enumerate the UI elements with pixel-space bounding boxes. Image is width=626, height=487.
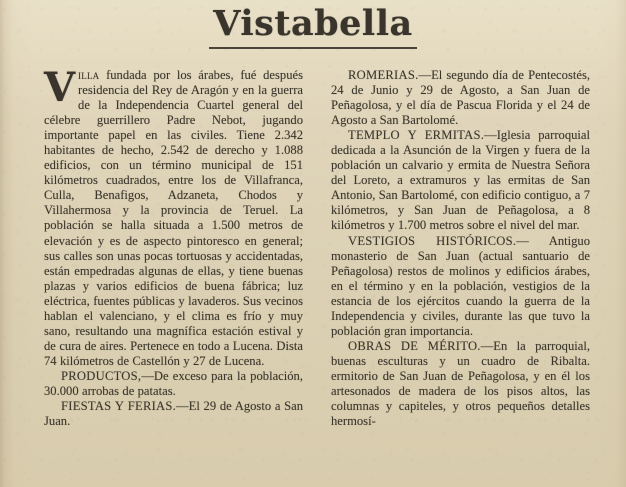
section-body: En la parroquial, buenas esculturas y un cuadro de Ribalta. ermitorio de San Juan de Peñagolosa, y en él los artesonados de madera de los pisos altos, las columnas y capiteles, y otros pequeños detalles hermosí-	[331, 338, 590, 429]
section-dash: —	[484, 128, 497, 143]
section-body: Iglesia parroquial dedicada a la Asunción de la Virgen y fuera de la población un calvario y ermita de Nuestra Señora del Loreto, a extramuros y las ermitas de San Antonio, San Bartolomé, con edificio contiguo, a 7 kilómetros, y San Juan de Peñagolosa, a 8 kilómetros y 1.700 metros sobre el nivel del mar.	[331, 128, 590, 233]
section-dash: —	[516, 233, 549, 248]
section-dash: —	[418, 68, 432, 82]
section-heading: TEMPLO Y ERMITAS.	[348, 128, 485, 143]
section-body: Antiguo monasterio de San Juan (actual santuario de Peñagolosa) restos de molinos y edificios árabes, en el término y en la población, vestigios de la estancia de los ejércitos cuando la guerra de la Independencia y civiles, durante las que tuvo la población gran importancia.	[331, 233, 590, 338]
section-obras-de-merito	[331, 339, 590, 429]
section-dash: —	[141, 368, 154, 383]
opening-paragraph	[44, 64, 303, 369]
drop-cap-smallcaps: illa	[78, 68, 100, 82]
right-column	[331, 68, 590, 480]
section-romerias	[331, 68, 590, 128]
section-heading: ROMERIAS.	[348, 68, 419, 82]
section-heading: VESTIGIOS HISTÓRICOS.	[348, 233, 517, 248]
section-body: De exceso para la población, 30.000 arrobas de patatas.	[44, 368, 303, 398]
page-title: Vistabella	[209, 4, 416, 49]
section-templo-y-ermitas	[331, 128, 590, 233]
section-heading: OBRAS DE MÉRITO.	[348, 338, 481, 353]
section-dash: —	[480, 338, 494, 353]
section-dash: —	[176, 399, 189, 414]
section-body: El 29 de Agosto a San Juan.	[44, 399, 303, 429]
opening-paragraph-text: fundada por los árabes, fué después residencia del Rey de Aragón y en la guerra de la Independencia Cuartel general del célebre guerrillero Padre Nebot, jugando importante papel en las civiles. Tiene 2.342 habitantes de hecho, 2.542 de derecho y 1.088 edificios, con un término municipal de 151 kilómetros cuadrados, entre los de Villafranca, Culla, Benafigos, Adzaneta, Chodos y Villahermosa y la provincia de Teruel. La población se halla situada a 1.500 metros de elevación y es de aspecto pintoresco en general; sus calles son unas pocas tortuosas y accidentadas, están empedradas algunas de ellas, y tiene buenas plazas y varios edificios de buena fábrica; luz eléctrica, fuentes públicas y lavaderos. Sus vecinos hablan el valenciano, y el clima es frío y muy sano, resultando una magnífica estación estival y de cura de aires. Pertenece en todo a Lucena. Dista 74 kilómetros de Castellón y 27 de Lucena.	[44, 68, 303, 368]
drop-cap-letter: V	[44, 64, 76, 111]
section-body: El segundo día de Pentecostés, 24 de Junio y 29 de Agosto, a San Juan de Peñagolosa, y el día de Pascua Florida y el 24 de Agosto a San Bartolomé.	[331, 68, 590, 128]
section-productos	[44, 369, 303, 399]
section-fiestas-y-ferias	[44, 399, 303, 429]
section-heading: PRODUCTOS,	[61, 368, 142, 383]
section-vestigios-historicos	[331, 234, 590, 339]
section-heading: FIESTAS Y FERIAS.	[61, 399, 177, 414]
left-column	[44, 64, 303, 480]
masthead	[0, 4, 626, 49]
two-column-body	[44, 64, 590, 480]
